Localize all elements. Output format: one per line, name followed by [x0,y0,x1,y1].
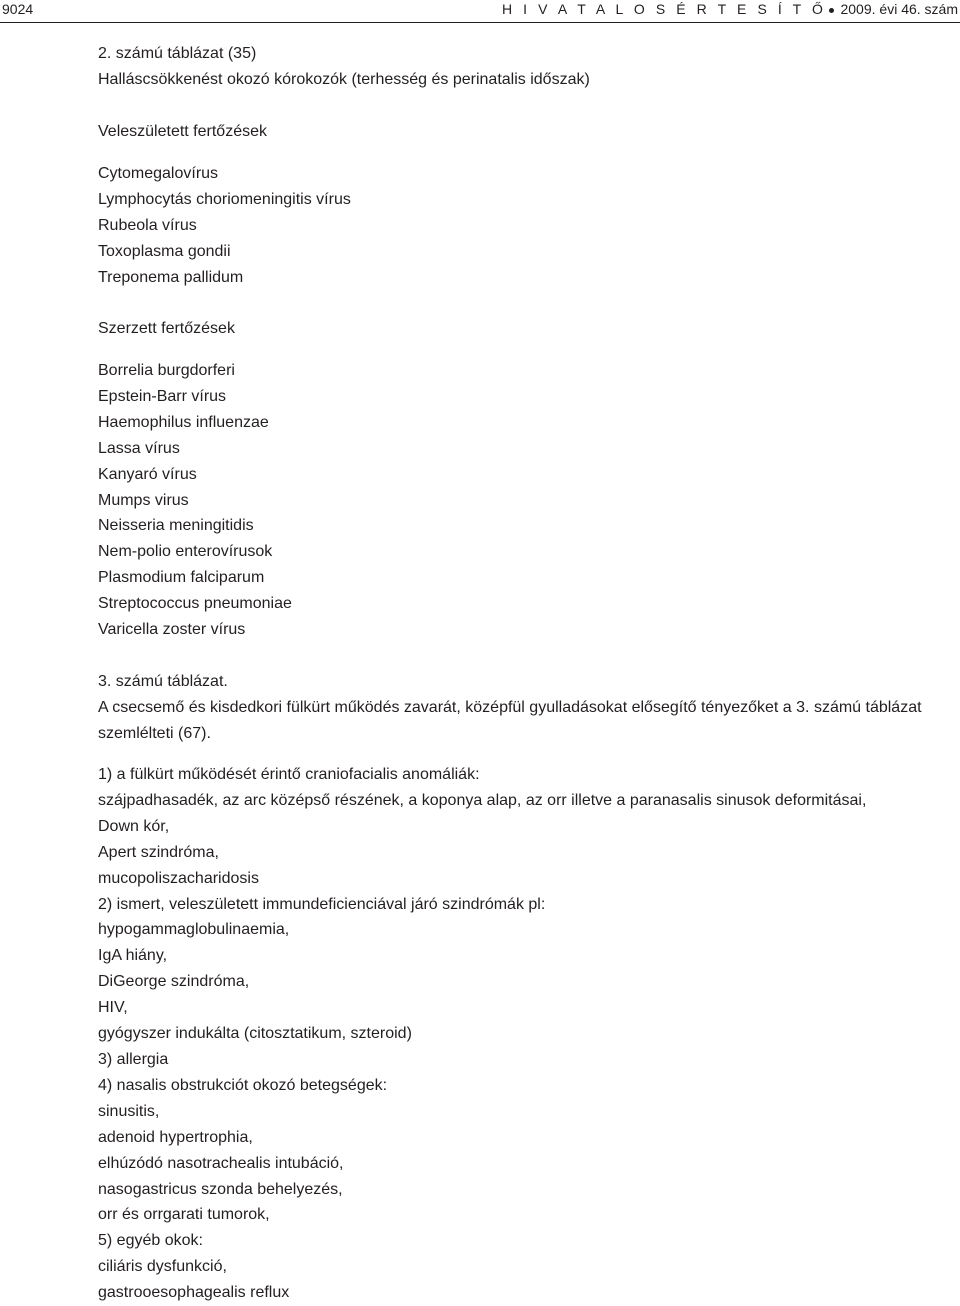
list-item: Apert szindróma, [98,843,219,861]
table3-header [98,669,960,747]
list-item: 1) a fülkürt működését érintő craniofacialis anomáliák: [98,766,480,783]
list-item: 4) nasalis obstrukciót okozó betegségek: [98,1076,388,1094]
table3-title: 3. számú táblázat. [98,673,228,690]
acquired-heading: Szerzett fertőzések [98,320,235,337]
list-item: gastrooesophagealis reflux [98,1284,290,1302]
list-item: Cytomegalovírus [98,165,219,182]
list-item: 5) egyéb okok: [98,1232,203,1250]
list-item: gyógyszer indukálta (citosztatikum, szteroid) [98,1025,412,1043]
table2-header [98,41,590,93]
list-item: Rubeola vírus [98,216,197,234]
list-item: sinusitis, [98,1102,160,1120]
list-item: Borrelia burgdorferi [98,362,235,379]
page-header [0,0,960,23]
bullet-dot-icon [829,8,834,13]
list-item: Down kór, [98,817,170,835]
list-item: mucopoliszacharidosis [98,869,259,887]
acquired-section [98,316,235,342]
list-item: adenoid hypertrophia, [98,1128,253,1146]
list-item: Streptococcus pneumoniae [98,595,292,613]
table2-title: 2. számú táblázat (35) [98,45,257,62]
list-item: Neisseria meningitidis [98,517,254,535]
list-item: Mumps virus [98,491,189,509]
list-item: orr és orrgarati tumorok, [98,1206,270,1224]
list-item: szájpadhasadék, az arc középső részének, a koponya alap, az orr illetve a paranasalis sinusok deformitásai, [98,791,867,809]
list-item: Treponema pallidum [98,268,244,286]
list-item: Plasmodium falciparum [98,569,265,587]
list-item: 3) allergia [98,1050,169,1068]
journal-title: H I V A T A L O S É R T E S Í T Ő [501,1,827,17]
list-item: Nem-polio enterovírusok [98,543,273,561]
congenital-list [98,161,351,291]
issue-label: 2009. évi 46. szám [840,1,958,17]
table3-list [98,762,866,1306]
list-item: ciliáris dysfunkció, [98,1258,227,1276]
list-item: Varicella zoster vírus [98,621,246,639]
list-item: elhúzódó nasotrachealis intubáció, [98,1154,344,1172]
list-item: 2) ismert, veleszületett immundeficienciával járó szindrómák pl: [98,895,546,913]
table2-subtitle: Halláscsökkenést okozó kórokozók (terhesség és perinatalis időszak) [98,70,590,88]
list-item: nasogastricus szonda behelyezés, [98,1180,343,1198]
list-item: DiGeorge szindróma, [98,973,250,991]
list-item: Epstein-Barr vírus [98,387,227,405]
journal-header [502,1,958,17]
list-item: Toxoplasma gondii [98,242,231,260]
page-number: 9024 [2,1,34,17]
list-item: Haemophilus influenzae [98,413,269,431]
list-item: HIV, [98,999,128,1017]
congenital-section [98,119,267,145]
list-item: Kanyaró vírus [98,465,197,483]
list-item: Lymphocytás choriomeningitis vírus [98,190,351,208]
list-item: hypogammaglobulinaemia, [98,921,290,939]
list-item: Lassa vírus [98,439,180,457]
acquired-list [98,358,292,643]
congenital-heading: Veleszületett fertőzések [98,123,267,140]
list-item: IgA hiány, [98,947,168,965]
table3-description: A csecsemő és kisdedkori fülkürt működés zavarát, középfül gyulladásokat elősegítő tényezőket a 3. számú táblázat szemlélteti (67). [98,698,922,742]
